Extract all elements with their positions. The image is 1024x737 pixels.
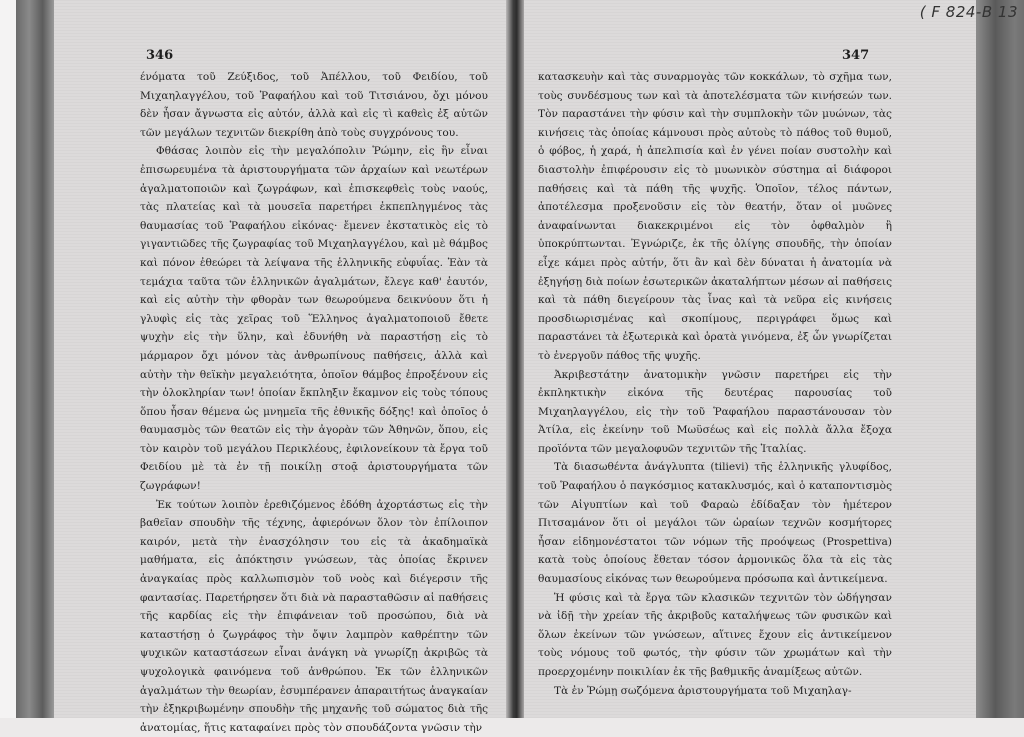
catalog-handwritten-note: ( F 824-B 13 — [919, 3, 1018, 21]
right-page-text — [538, 68, 892, 700]
paragraph: Ἐκ τούτων λοιπὸν ἐρεθιζόμενος ἐδόθη ἀχορτάστως εἰς τὴν βαθεῖαν σπουδὴν τῆς τέχνης, ἀφιερόνων ὅλον τὸν ἐπίλοιπον καιρόν, μετὰ τὴν ἐνασχόλησιν του εἰς τὰ ἀκαδημαϊκὰ μαθήματα, εἰς ἀπόκτησιν γνώσεων, τὰς ὁποίας ἔκρινεν ἀναγκαίας πρὸς καλλωπισμὸν τοῦ νοὸς καὶ διέγερσιν τῆς φαντασίας. Παρετήρησεν ὅτι διὰ νὰ παρασταθῶσιν αἱ παθήσεις τῆς καρδίας εἰς τὴν ἐπιφάνειαν τοῦ προσώπου, διὰ νὰ καταστήσῃ ὁ ζωγράφος τὴν ὄψιν λαμπρὸν καθρέπτην τῶν ψυχικῶν καταστάσεων εἶναι ἀνάγκη νὰ γνωρίζῃ ἀκριβῶς τὰ ψυχολογικὰ φαινόμενα τοῦ ἀνθρώπου. Ἐκ τῶν ἑλληνικῶν ἀγαλμάτων τὴν θεωρίαν, ἐσυμπέρανεν ἀπαραιτήτως ἀναγκαίαν τὴν ἐξηκριβωμένην σπουδὴν τῆς μηχανῆς τοῦ σώματος διὰ τῆς ἀνατομίας, ἥτις καταφαίνει πρὸς τὸν σπουδάζοντα γνῶσιν τὴν — [140, 498, 488, 734]
left-binding-shadow — [16, 0, 54, 718]
left-page-number: 346 — [146, 48, 174, 63]
paragraph: ένόματα τοῦ Ζεύξιδος, τοῦ Ἀπέλλου, τοῦ Φειδίου, τοῦ Μιχαηλαγγέλου, τοῦ Ῥαφαήλου καὶ τοῦ Τιτσιάνου, ὄχι μόνου δὲν ἦσαν ἄγνωστα εἰς αὐτόν, ἀλλὰ καὶ εἰς τὶ καθεὶς ἐξ αὐτῶν τῶν μεγάλων τεχνιτῶν διεκρίθη ἀπὸ τοὺς συγχρόνους του. — [140, 71, 488, 139]
paragraph: Τὰ διασωθέντα ἀνάγλυπτα (tilievi) τῆς ἑλληνικῆς γλυφίδος, τοῦ Ῥαφαήλου ὁ παγκόσμιος κατακλυσμός, καὶ ὁ καταποντισμὸς τῶν Αἰγυπτίων καὶ τοῦ Φαραὼ ἐδίδαξαν τὸν ἡμέτερον Πιτσαμάνον ὅτι οἱ μεγάλοι τῶν ὡραίων τεχνῶν κοσμήτορες ἦσαν εἰδημονέστατοι τῶν νόμων τῆς προόψεως (Prospettiva) κατὰ τοὺς ὁποίους ἔθεταν τόσον ἁρμονικῶς ὅλα τὰ εἰς τὰς θαυμασίους εἰκόνας των θεωρούμενα πρόσωπα καὶ ἀντικείμενα. — [538, 461, 892, 586]
paragraph: Ἡ φύσις καὶ τὰ ἔργα τῶν κλασικῶν τεχνιτῶν τὸν ὡδήγησαν νὰ ἰδῇ τὴν χρείαν τῆς ἀκριβοῦς καταλήψεως τῶν φυσικῶν καὶ ὅλων ἐκείνων τῶν γνώσεων, αἵτινες ἔχουν εἰς ἀντικείμενον τοὺς νόμους τοῦ φωτός, τὴν φύσιν τῶν χρωμάτων καὶ τὴν προερχομένην ποικιλίαν ἐκ τῆς βαθμικῆς ἀναμίξεως αὐτῶν. — [538, 591, 892, 678]
left-page-text — [140, 68, 488, 737]
right-page-number: 347 — [842, 48, 870, 63]
paragraph: Τὰ ἐν Ῥώμῃ σωζόμενα ἀριστουργήματα τοῦ Μιχαηλαγ- — [554, 684, 852, 697]
center-gutter — [506, 0, 524, 718]
right-binding-shadow — [976, 0, 1024, 718]
paragraph: Ἀκριβεστάτην ἀνατομικὴν γνῶσιν παρετήρει εἰς τὴν ἐκπληκτικὴν εἰκόνα τῆς δευτέρας παρουσίας τοῦ Μιχαηλαγγέλου, εἰς τὴν τοῦ Ῥαφαήλου παραστάνουσαν τὸν Ἀτίλα, εἰς ἐκείνην τοῦ Μωϋσέως καὶ εἰς πολλὰ ἄλλα ἔξοχα προϊόντα τῶν μεγαλοφυῶν τεχνιτῶν τῆς Ἰταλίας. — [538, 368, 892, 455]
paragraph: κατασκευὴν καὶ τὰς συναρμογὰς τῶν κοκκάλων, τὸ σχῆμα των, τοὺς συνδέσμους των καὶ τὰ ἀποτελέσματα τῶν κινήσεών των. Τὸν παραστάνει τὴν φύσιν καὶ τὴν συμπλοκὴν τῶν μυώνων, τὰς κινήσεις τὰς ὁποίας κάμνουσι πρὸς αὐτοὺς τὸ πάθος τοῦ θυμοῦ, ὁ φόβος, ἡ χαρά, ἡ ἀπελπισία καὶ ἐν γένει ποίαν συστολὴν καὶ διαστολὴν ἐπιφέρουσιν εἰς τὸ μυωνικὸν σύστημα αἱ διάφοροι παθήσεις καὶ τὰ πάθη τῆς ψυχῆς. Ὁποῖον, τέλος πάντων, ἀποτέλεσμα προξενοῦσιν εἰς τὸν θεατήν, ὅταν οἱ μυῶνες ἀναφαίνωνται διακεκριμένοι εἰς τὸν ὀφθαλμὸν ἢ ὑποκρύπτωνται. Ἐγνώριζε, ἐκ τῆς ὀλίγης σπουδῆς, τὴν ὁποίαν εἶχε κάμει πρὸς αὐτήν, ὅτι ἂν καὶ δὲν δύναται ἡ ἀνατομία νὰ ἐξηγήσῃ διὰ ποίων ἐσωτερικῶν ἀκαταλήπτων μέσων αἱ παθήσεις καὶ τὰ πάθη διεγείρουν τὰς ἶνας καὶ τὰ νεῦρα εἰς κινήσεις προσδιωρισμένας καὶ σκοπίμους, περιγράφει ὅμως καὶ παραστάνει τὰ ἐξωτερικὰ καὶ ὁρατὰ γινόμενα, ἐξ ὧν γνωρίζεται τὸ ἐνεργοῦν πάθος τῆς ψυχῆς. — [538, 71, 892, 362]
paragraph: Φθάσας λοιπὸν εἰς τὴν μεγαλόπολιν Ῥώμην, εἰς ἣν εἶναι ἐπισωρευμένα τὰ ἀριστουργήματα τῶν ἀρχαίων καὶ νεωτέρων ἀγαλματοποιῶν καὶ ζωγράφων, καὶ ἐπισκεφθεὶς τοὺς ναούς, τὰς πλατείας καὶ τὰ μουσεῖα παρετήρει ἐκπεπληγμένος τὰς θαυμασίας τοῦ Ῥαφαήλου εἰκόνας· ἔμενεν ἐκστατικὸς εἰς τὸ γιγαντιῶδες τῆς ζωγραφίας τοῦ Μιχαηλαγγέλου, καὶ μὲ θάμβος καὶ πόνον ἐθεώρει τὰ λείψανα τῆς ἑλληνικῆς εὐφυΐας. Ἐὰν τὰ τεμάχια ταῦτα τῶν ἑλληνικῶν ἀγαλμάτων, ἔλεγε καθ' ἑαυτόν, καὶ εἰς αὐτὴν τὴν φθορὰν των θεωρούμενα δεικνύουν ὅτι ἡ γλυφὶς εἰς τὰς χεῖρας τοῦ Ἕλληνος ἀγαλματοποιοῦ ἔθετε ψυχὴν εἰς τὴν ὕλην, καὶ ἐδυνήθη νὰ παραστήσῃ εἰς τὸ μάρμαρον ὄχι μόνον τὰς ἀνθρωπίνους παθήσεις, ἀλλὰ καὶ αὐτὴν τὴν θεϊκὴν μεγαλειότητα, ὁποῖον θάμβος ἐπροξένουν εἰς τὴν ὁλοκληρίαν των! ὁποίαν ἔκπληξιν ἔκαμνον εἰς τοὺς τόπους ὅπου ἦσαν θέμενα ὡς μνημεῖα τῆς ἐθνικῆς δόξης! καὶ ὁποῖος ὁ θαυμασμὸς τῶν θεατῶν εἰς τὴν ἀγορὰν τῶν Ἀθηνῶν, ὅπου, εἰς τὸν καιρὸν τοῦ μεγάλου Περικλέους, ἐφιλονείκουν τὰ ἔργα τοῦ Φειδίου μὲ τὰ ἐν τῇ ποικίλῃ στοᾷ ἀριστουργήματα τῶν ζωγράφων! — [140, 145, 488, 493]
scan-left-margin — [0, 0, 16, 718]
